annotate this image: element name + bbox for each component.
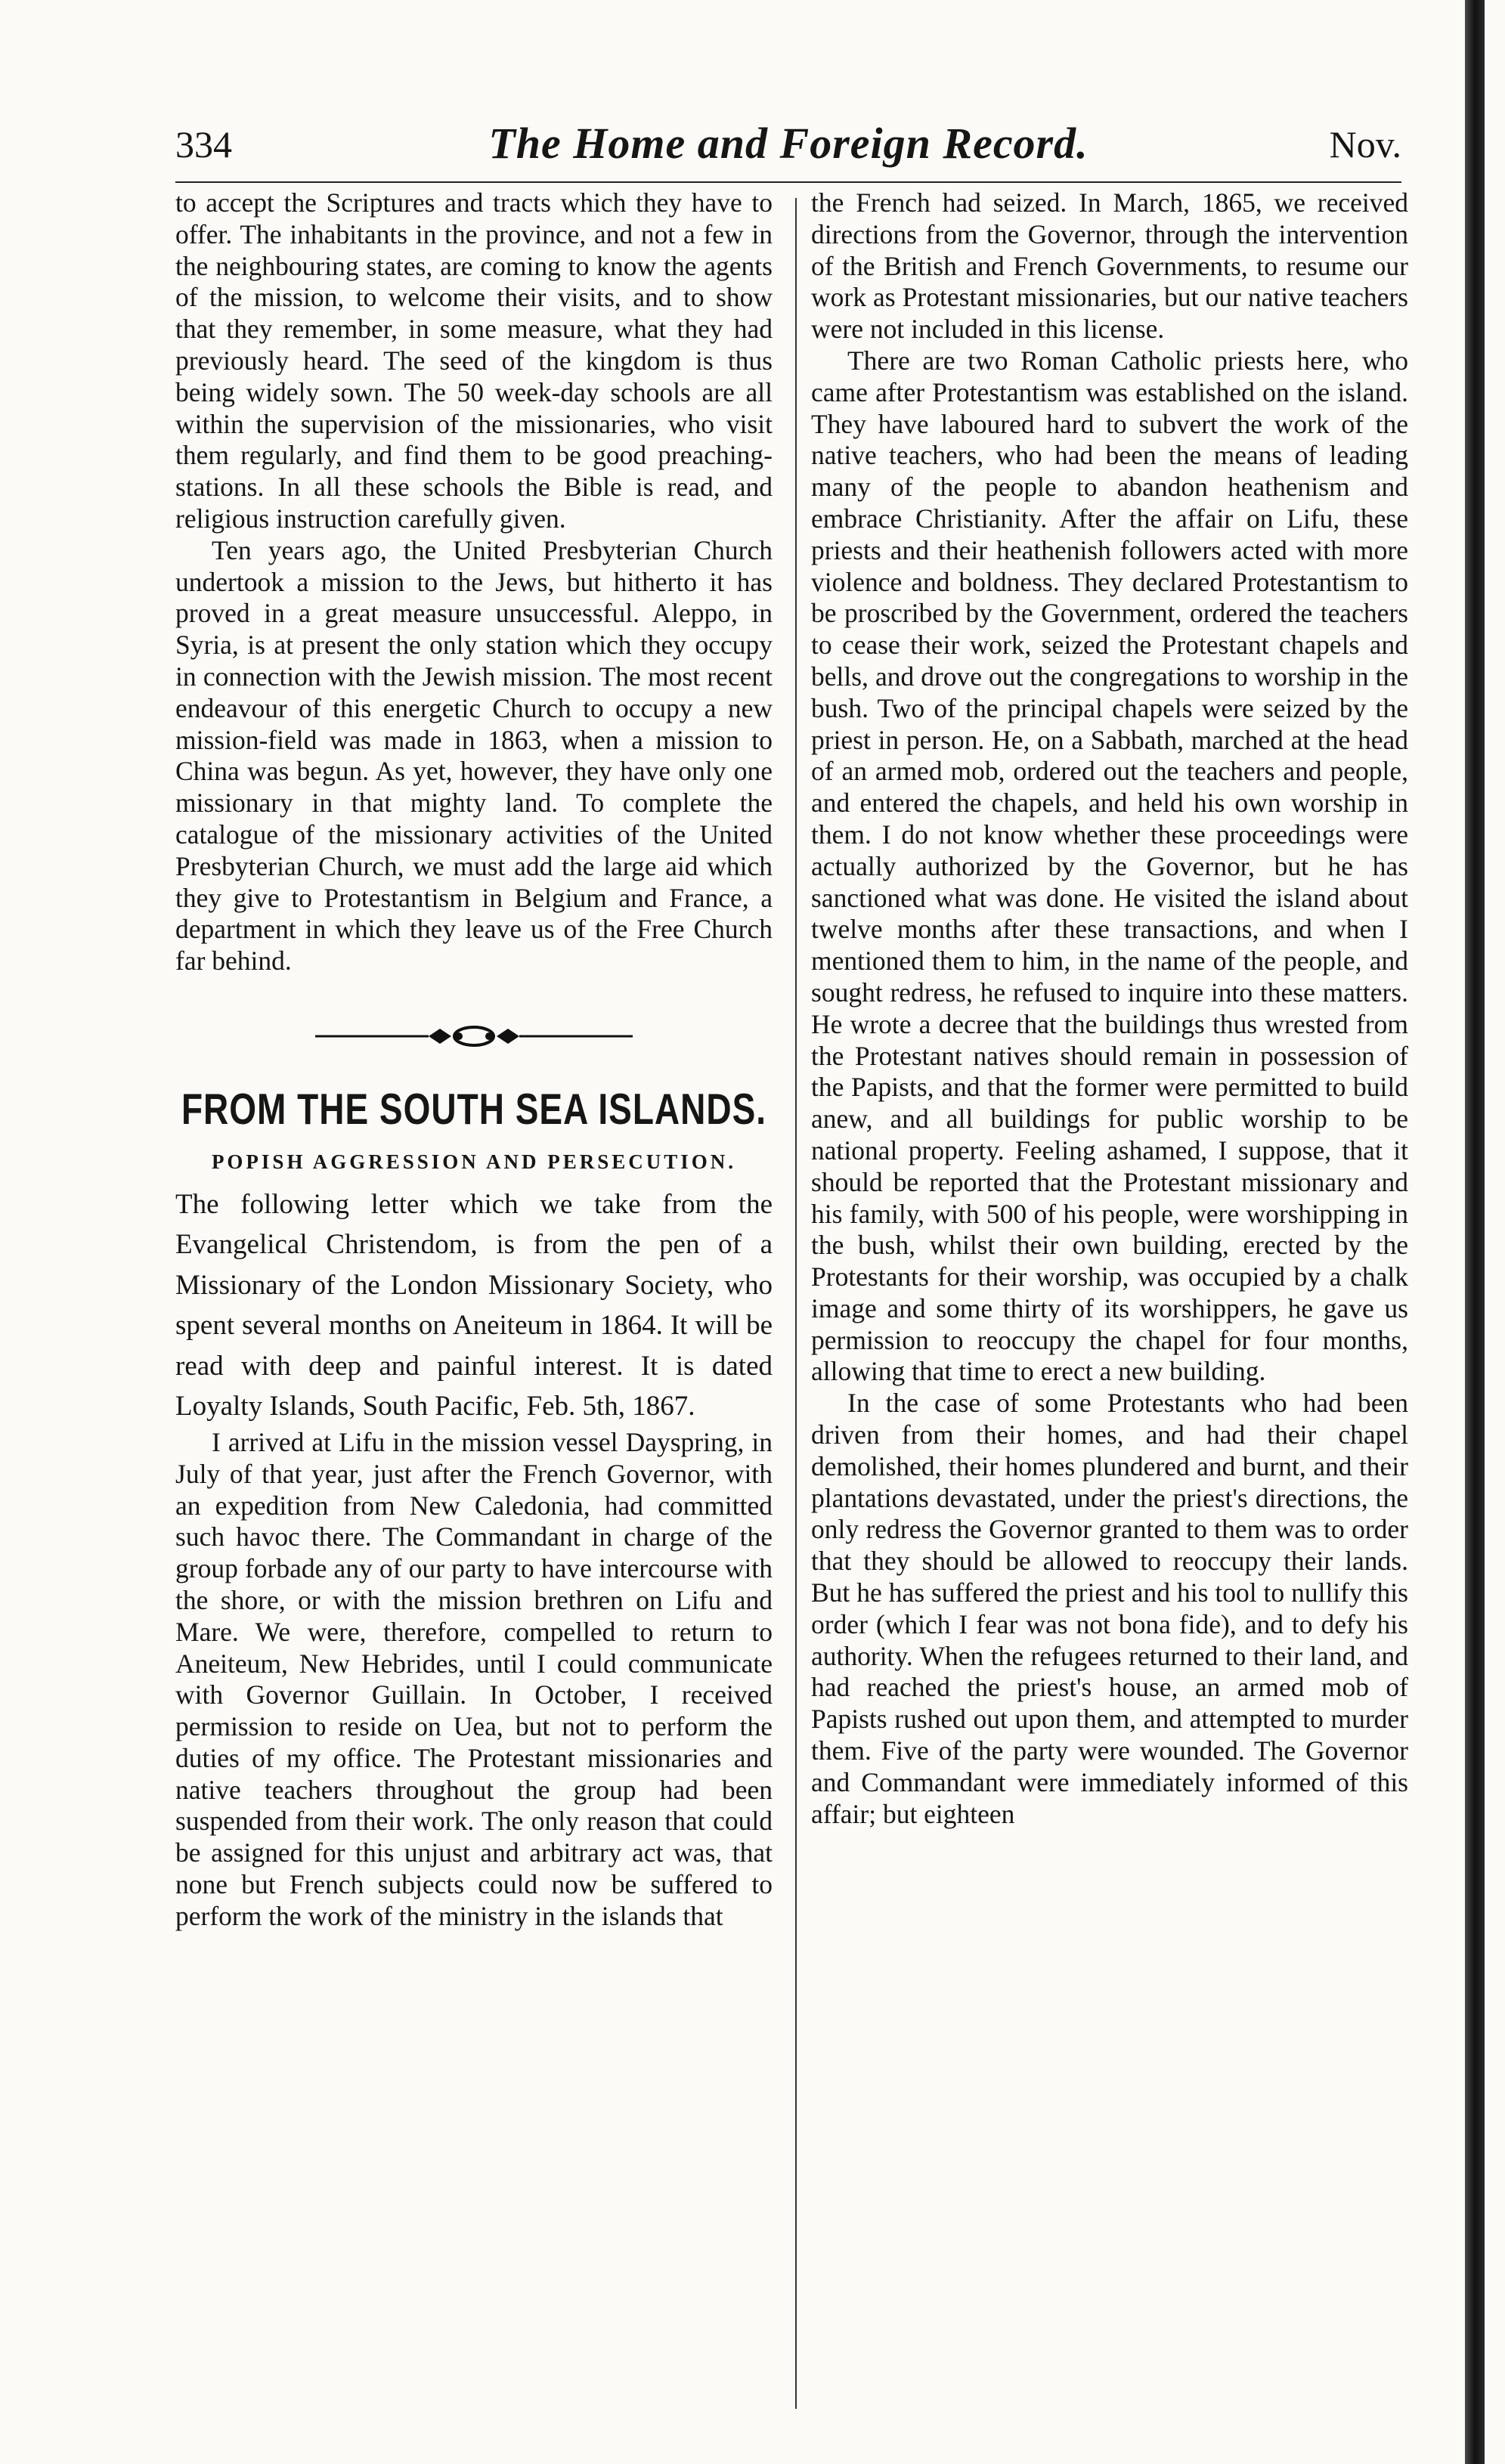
header-rule	[175, 181, 1401, 183]
page-number: 334	[175, 123, 232, 166]
column-divider	[795, 198, 797, 2409]
right-paragraph-1: the French had seized. In March, 1865, we received directions from the Governor, through the intervention of the British and French Governments, to resume our work as Protestant missionaries, but our native teachers were not included in this license.	[811, 187, 1408, 345]
left-paragraph-1: to accept the Scriptures and tracts which they have to offer. The inhabitants in the province, and not a few in the neighbouring states, are coming to know the agents of the mission, to welcome their visits, and to show that they remember, in some measure, what they had previously heard. The seed of the kingdom is thus being widely sown. The 50 week-day schools are all within the supervision of the missionaries, who visit them regularly, and find them to be good preaching-stations. In all these schools the Bible is read, and religious instruction carefully given.	[175, 187, 773, 534]
decorative-ornament	[175, 1023, 773, 1050]
intro-paragraph: The following letter which we take from the Evangelical Christendom, is from the pen of a Missionary of the London Missionary Society, who spent several months on Aneiteum in 1864. It will be read with deep and painful interest. It is dated Loyalty Islands, South Pacific, Feb. 5th, 1867.	[175, 1188, 773, 1422]
right-paragraph-2: There are two Roman Catholic priests here, who came after Protestantism was established on the island. They have laboured hard to subvert the work of the native teachers, who had been the means of leading many of the people to abandon heathenism and embrace Christianity. After the affair on Lifu, these priests and their heathenish followers acted with more violence and boldness. They declared Protestantism to be proscribed by the Government, ordered the teachers to cease their work, seized the Protestant chapels and bells, and drove out the congregations to worship in the bush. Two of the principal chapels were seized by the priest in person. He, on a Sabbath, marched at the head of an armed mob, ordered out the teachers and people, and entered the chapels, and held his own worship in them. I do not know whether these proceedings were actually authorized by the Governor, but he has sanctioned what was done. He visited the island about twelve months after these transactions, and when I mentioned them to him, in the name of the people, and sought redress, he refused to inquire into these matters. He wrote a decree that the buildings thus wrested from the Protestant natives should remain in possession of the Papists, and that the former were permitted to build anew, and all buildings for public worship to be national property. Feeling ashamed, I suppose, that it should be reported that the Protestant missionary and his family, with 500 of his people, were worshipping in the bush, whilst their own building, erected by the Protestants for their worship, was occupied by a chalk image and some thirty of its worshippers, he gave us permission to reoccupy the chapel for four months, allowing that time to erect a new building.	[811, 345, 1408, 1387]
section-subtitle: POPISH AGGRESSION AND PERSECUTION.	[211, 1150, 737, 1173]
letter-paragraph-1: I arrived at Lifu in the mission vessel Dayspring, in July of that year, just after the French Governor, with an expedition from New Caledonia, had committed such havoc there. The Commandant in charge of the group forbade any of our party to have intercourse with the shore, or with the mission brethren on Lifu and Mare. We were, therefore, compelled to return to Aneiteum, New Hebrides, until I could communicate with Governor Guillain. In October, I received permission to reside on Uea, but not to perform the duties of my office. The Protestant missionaries and native teachers throughout the group had been suspended from their work. The only reason that could be assigned for this unjust and arbitrary act was, that none but French subjects could now be suffered to perform the work of the ministry in the islands that	[175, 1426, 773, 1931]
page-edge-shadow	[1465, 0, 1485, 2464]
section-title: FROM THE SOUTH SEA ISLANDS.	[181, 1084, 767, 1134]
left-paragraph-2: Ten years ago, the United Presbyterian Church undertook a mission to the Jews, but hitherto it has proved in a great measure unsuccessful. Aleppo, in Syria, is at present the only station which they occupy in connection with the Jewish mission. The most recent endeavour of this energetic Church to occupy a new mission-field was made in 1863, when a mission to China was begun. As yet, however, they have only one missionary in that mighty land. To complete the catalogue of the missionary activities of the United Presbyterian Church, we must add the large aid which they give to Protestantism in Belgium and France, a department in which they leave us of the Free Church far behind.	[175, 534, 773, 977]
right-column	[811, 187, 1408, 1830]
left-column	[175, 187, 773, 1933]
page-header	[175, 119, 1401, 183]
running-title: The Home and Foreign Record.	[488, 119, 1088, 168]
right-paragraph-3: In the case of some Protestants who had been driven from their homes, and had their chapel demolished, their homes plundered and burnt, and their plantations devastated, under the priest's directions, the only redress the Governor granted to them was to order that they should be allowed to reoccupy their lands. But he has suffered the priest and his tool to nullify this order (which I fear was not bona fide), and to defy his authority. When the refugees returned to their land, and had reached the priest's house, an armed mob of Papists rushed out upon them, and attempted to murder them. Five of the party were wounded. The Governor and Commandant were immediately informed of this affair; but eighteen	[811, 1388, 1408, 1829]
issue-month: Nov.	[1329, 123, 1401, 166]
